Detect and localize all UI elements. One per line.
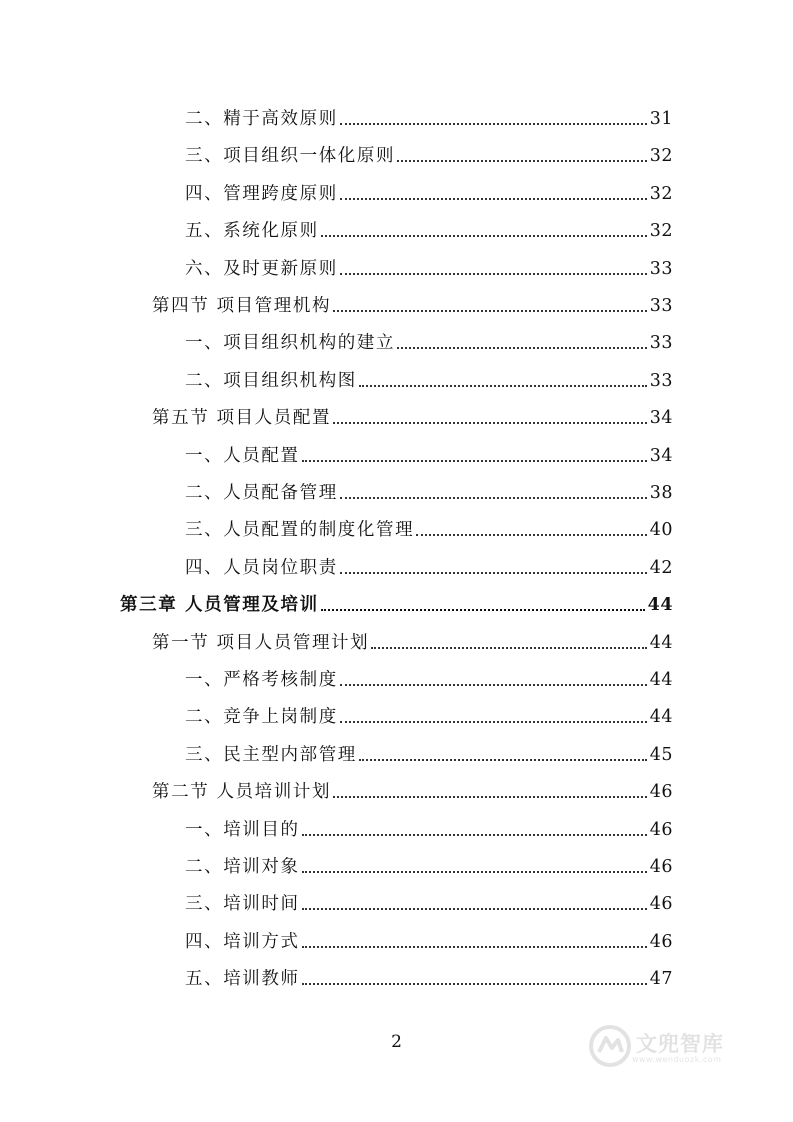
toc-dot-leader [302,460,647,462]
toc-entry[interactable] [185,175,673,205]
toc-dot-leader [302,983,647,985]
wenku-logo-icon [588,1024,632,1072]
toc-entry-title: 四、人员岗位职责 [185,558,338,578]
toc-entry[interactable] [185,698,673,728]
toc-dot-leader [340,273,647,275]
toc-entry-title: 五、培训教师 [185,969,300,989]
toc-entry-title: 四、培训方式 [185,932,300,952]
toc-entry-title: 二、项目组织机构图 [185,371,357,391]
toc-dot-leader [359,759,647,761]
toc-entry-title: 第二节 人员培训计划 [152,782,332,802]
toc-entry-title: 二、精于高效原则 [185,109,338,129]
toc-entry-title: 五、系统化原则 [185,221,319,241]
toc-entry[interactable] [185,362,673,392]
toc-entry[interactable] [185,100,673,130]
toc-dot-leader [340,497,647,499]
toc-entry-title: 二、竞争上岗制度 [185,707,338,727]
toc-entry-title: 二、培训对象 [185,857,300,877]
toc-entry[interactable] [185,923,673,953]
toc-entry-page: 44 [649,670,673,690]
toc-entry-page: 33 [649,296,673,316]
toc-entry[interactable] [185,324,673,354]
toc-entry-page: 32 [649,146,673,166]
toc-entry-title: 一、严格考核制度 [185,670,338,690]
toc-entry-page: 40 [649,520,673,540]
toc-entry-page: 42 [649,558,673,578]
toc-dot-leader [416,534,647,536]
toc-dot-leader [340,198,647,200]
toc-entry[interactable] [185,137,673,167]
toc-entry-page: 33 [649,259,673,279]
toc-dot-leader [333,422,647,424]
toc-entry[interactable] [185,511,673,541]
toc-entry-page: 32 [649,184,673,204]
toc-entry[interactable] [152,287,673,317]
toc-dot-leader [302,834,647,836]
toc-entry-page: 32 [649,221,673,241]
toc-dot-leader [302,946,647,948]
toc-dot-leader [371,647,646,649]
toc-entry-page: 34 [649,408,673,428]
toc-entry-page: 44 [647,595,673,615]
toc-entry-page: 34 [649,446,673,466]
toc-entry-page: 44 [649,633,673,653]
toc-entry-title: 四、管理跨度原则 [185,184,338,204]
toc-entry-title: 第一节 项目人员管理计划 [152,633,370,653]
toc-entry[interactable] [185,811,673,841]
toc-entry[interactable] [152,399,673,429]
toc-entry-title: 三、民主型内部管理 [185,745,357,765]
toc-entry[interactable] [185,885,673,915]
toc-entry[interactable] [185,848,673,878]
toc-dot-leader [340,684,647,686]
toc-entry[interactable] [185,960,673,990]
toc-entry[interactable] [185,212,673,242]
toc-entry-page: 46 [649,857,673,877]
toc-entry-title: 一、项目组织机构的建立 [185,333,396,353]
toc-entry[interactable] [185,661,673,691]
page-number: 2 [391,1032,402,1052]
toc-dot-leader [340,721,647,723]
toc-entry[interactable] [120,586,673,616]
toc-entry[interactable] [185,474,673,504]
toc-entry-page: 33 [649,333,673,353]
toc-dot-leader [340,123,647,125]
toc-entry[interactable] [185,250,673,280]
toc-dot-leader [302,908,647,910]
toc-dot-leader [321,609,645,611]
toc-entry-page: 45 [649,745,673,765]
toc-entry-title: 第四节 项目管理机构 [152,296,332,316]
toc-entry-page: 46 [649,894,673,914]
toc-entry[interactable] [152,773,673,803]
watermark-subtext: www.wenduozk.com [632,1054,722,1064]
toc-entry[interactable] [185,736,673,766]
toc-entry-title: 第三章 人员管理及培训 [120,595,319,615]
toc-dot-leader [397,347,647,349]
watermark-text-group [632,1033,724,1064]
toc-entry-title: 六、及时更新原则 [185,259,338,279]
toc-dot-leader [340,572,647,574]
toc-entry-title: 第五节 项目人员配置 [152,408,332,428]
watermark-text: 文兜智库 [636,1031,724,1056]
toc-dot-leader [397,160,647,162]
toc-entry-page: 44 [649,707,673,727]
toc-entry-title: 三、项目组织一体化原则 [185,146,396,166]
toc-entry-page: 31 [649,109,673,129]
toc-entry-page: 46 [649,820,673,840]
toc-entry[interactable] [152,624,673,654]
toc-entry-title: 二、人员配备管理 [185,483,338,503]
toc-entry-page: 46 [649,932,673,952]
toc-entry[interactable] [185,549,673,579]
toc-entry-page: 46 [649,782,673,802]
toc-entry-title: 三、培训时间 [185,894,300,914]
toc-entry-title: 三、人员配置的制度化管理 [185,520,415,540]
toc-dot-leader [302,871,647,873]
toc-entry-title: 一、人员配置 [185,446,300,466]
toc-dot-leader [321,235,647,237]
toc-entry-page: 33 [649,371,673,391]
toc-entry-page: 47 [649,969,673,989]
toc-dot-leader [359,385,647,387]
toc-entry-page: 38 [649,483,673,503]
watermark [588,1018,758,1078]
toc-entry-title: 一、培训目的 [185,820,300,840]
toc-dot-leader [333,310,647,312]
toc-entry[interactable] [185,437,673,467]
toc-dot-leader [333,796,647,798]
